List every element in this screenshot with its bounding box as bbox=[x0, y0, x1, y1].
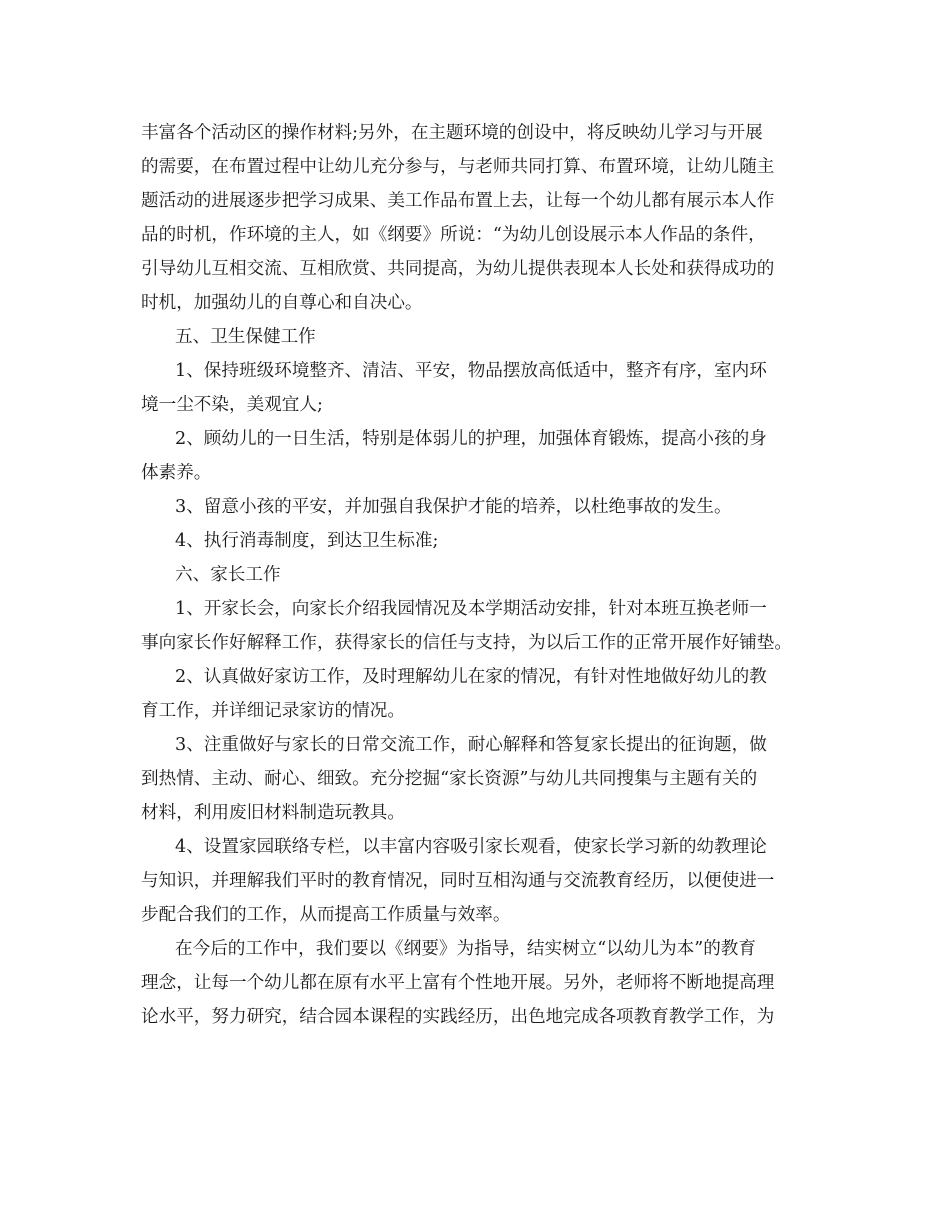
text-line: 题活动的进展逐步把学习成果、美工作品布置上去，让每一个幼儿都有展示本人作 bbox=[141, 191, 775, 211]
text-line: 丰富各个活动区的操作材料;另外，在主题环境的创设中，将反映幼儿学习与开展 bbox=[141, 123, 763, 143]
section-heading: 五、卫生保健工作 bbox=[175, 327, 316, 347]
text-line: 与知识，并理解我们平时的教育情况，同时互相沟通与交流教育经历，以便使进一 bbox=[141, 871, 775, 891]
text-line: 1、开家长会，向家长介绍我园情况及本学期活动安排，针对本班互换老师一 bbox=[175, 599, 767, 619]
text-line: 材料，利用废旧材料制造玩教具。 bbox=[141, 803, 405, 823]
text-line: 理念，让每一个幼儿都在原有水平上富有个性地开展。另外，老师将不断地提高理 bbox=[141, 973, 775, 993]
text-line: 育工作，并详细记录家访的情况。 bbox=[141, 701, 405, 721]
text-line: 品的时机，作环境的主人，如《纲要》所说：“为幼儿创设展示本人作品的条件， bbox=[141, 225, 766, 245]
text-line: 2、顾幼儿的一日生活，特别是体弱儿的护理，加强体育锻炼，提高小孩的身 bbox=[175, 429, 767, 449]
text-line: 在今后的工作中，我们要以《纲要》为指导，结实树立“以幼儿为本”的教育 bbox=[175, 939, 756, 959]
text-line: 的需要，在布置过程中让幼儿充分参与，与老师共同打算、布置环境，让幼儿随主 bbox=[141, 157, 775, 177]
text-line: 论水平，努力研究，结合园本课程的实践经历，出色地完成各项教育教学工作，为 bbox=[141, 1007, 775, 1027]
section-heading: 六、家长工作 bbox=[175, 565, 281, 585]
text-line: 境一尘不染，美观宜人; bbox=[141, 395, 323, 415]
text-line: 引导幼儿互相交流、互相欣赏、共同提高，为幼儿提供表现本人长处和获得成功的 bbox=[141, 259, 775, 279]
text-line: 1、保持班级环境整齐、清洁、平安，物品摆放高低适中，整齐有序，室内环 bbox=[175, 361, 767, 381]
text-line: 3、留意小孩的平安，并加强自我保护才能的培养，以杜绝事故的发生。 bbox=[175, 497, 732, 517]
text-line: 步配合我们的工作，从而提高工作质量与效率。 bbox=[141, 905, 511, 925]
text-line: 体素养。 bbox=[141, 463, 212, 483]
text-line: 4、执行消毒制度，到达卫生标准; bbox=[175, 531, 439, 551]
text-line: 4、设置家园联络专栏，以丰富内容吸引家长观看，使家长学习新的幼教理论 bbox=[175, 837, 767, 857]
text-line: 3、注重做好与家长的日常交流工作，耐心解释和答复家长提出的征询题，做 bbox=[175, 735, 767, 755]
text-line: 时机，加强幼儿的自尊心和自决心。 bbox=[141, 293, 423, 313]
text-line: 到热情、主动、耐心、细致。充分挖掘“家长资源”与幼儿共同搜集与主题有关的 bbox=[141, 769, 758, 789]
text-line: 事向家长作好解释工作，获得家长的信任与支持，为以后工作的正常开展作好铺垫。 bbox=[141, 633, 792, 653]
text-line: 2、认真做好家访工作，及时理解幼儿在家的情况，有针对性地做好幼儿的教 bbox=[175, 667, 767, 687]
